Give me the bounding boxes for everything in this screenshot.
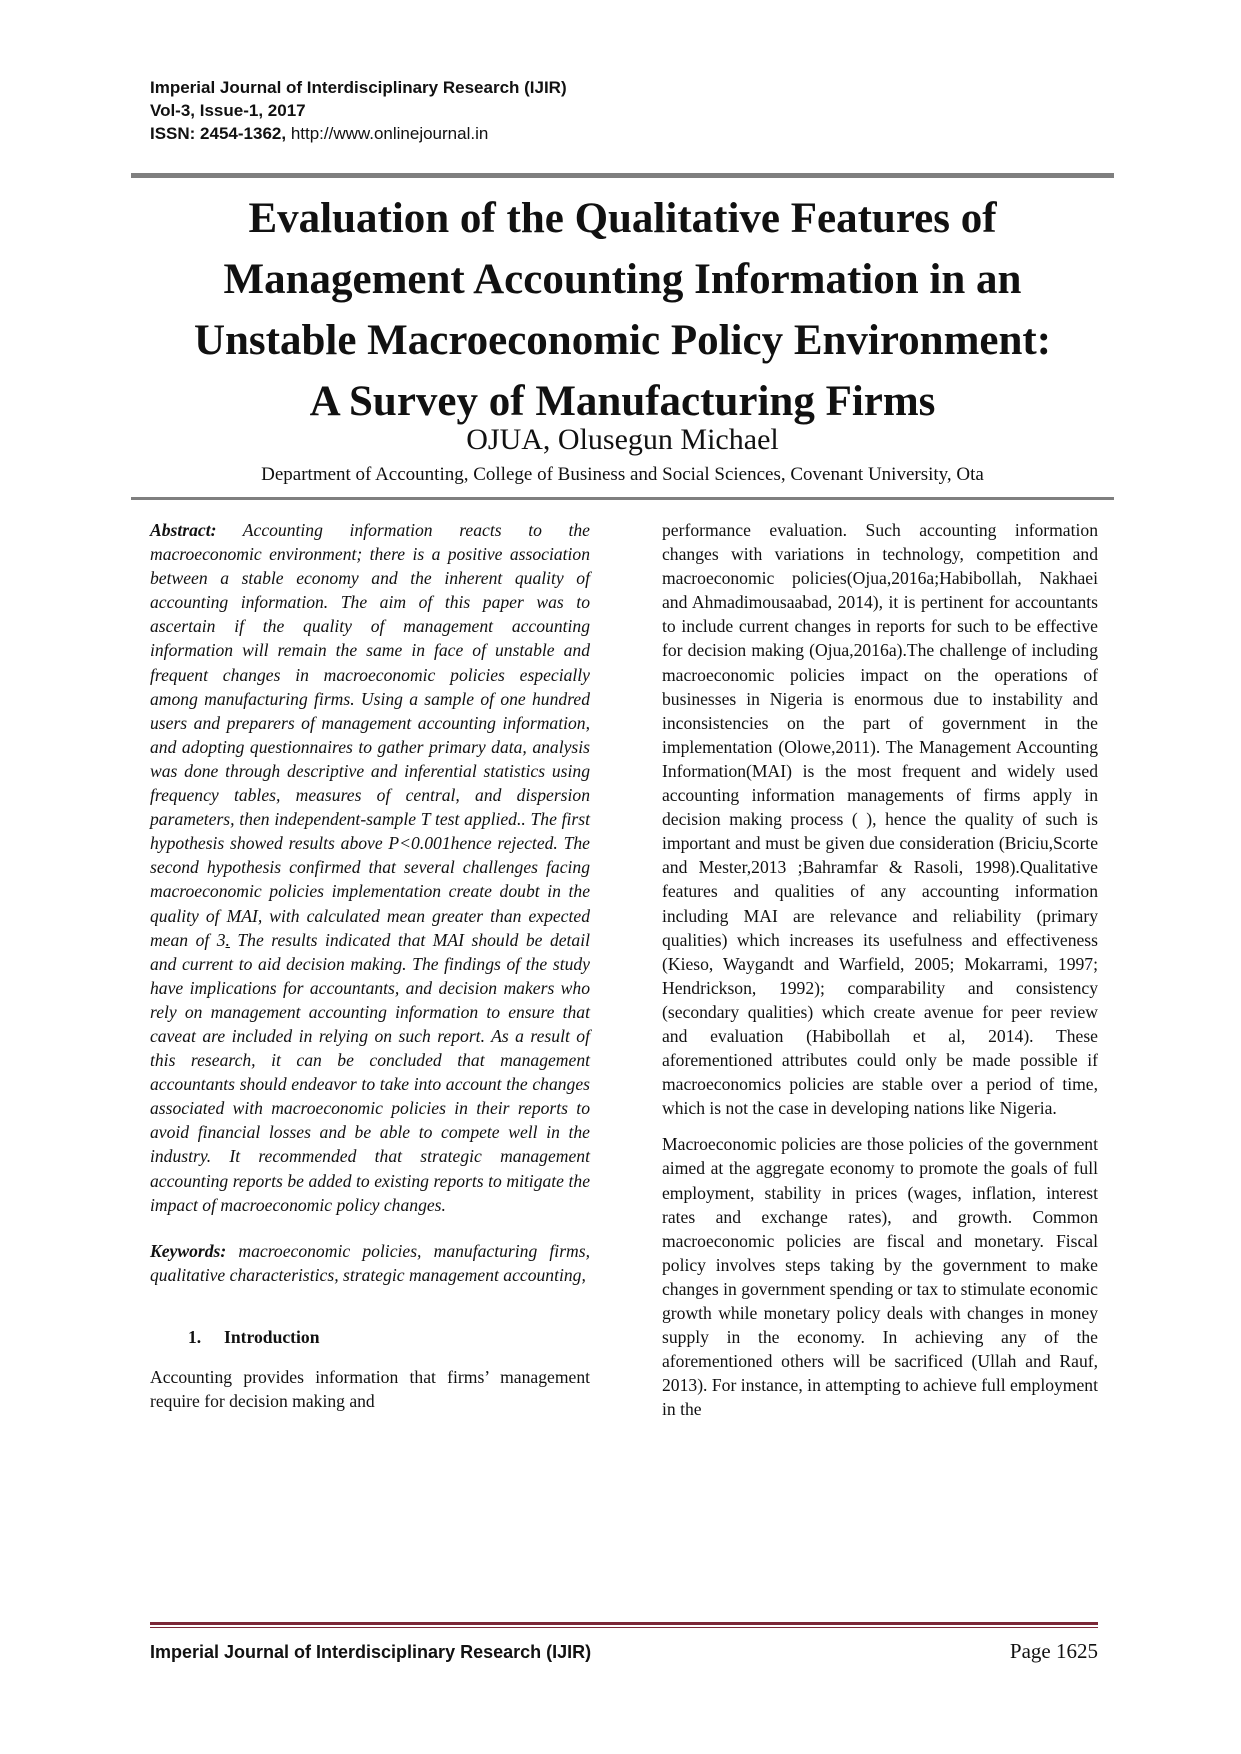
intro-paragraph: Accounting provides information that firms’ management require for decision making and	[150, 1367, 590, 1412]
keywords-label: Keywords:	[150, 1240, 227, 1261]
author-name: OJUA, Olusegun Michael	[466, 423, 779, 456]
title-line: Management Accounting Information in an	[223, 256, 1022, 303]
right-column	[662, 518, 1098, 1421]
journal-header	[150, 76, 567, 145]
body-paragraph-1: performance evaluation. Such accounting information changes with variations in technology, competition and macroeconomic policies(Ojua,2016a;Habibollah, Nakhaei and Ahmadimousaabad, 2014), it is pertinent for accountants to include current changes in reports for such to be effective for decision making (Ojua,2016a).The challenge of including macroeconomic policies impact on the operations of businesses in Nigeria is enormous due to instability and inconsistencies on the part of government in the implementation (Olowe,2011). The Management Accounting Information(MAI) is the most frequent and widely used accounting information managements of firms apply in decision making process ( ), hence the quality of such is important and must be given due consideration (Briciu,Scorte and Mester,2013 ;Bahramfar & Rasoli, 1998).Qualitative features and qualities of any accounting information including MAI are relevance and reliability (primary qualities) which increases its usefulness and effectiveness (Kieso, Waygandt and Warfield, 2005; Mokarrami, 1997; Hendrickson, 1992); comparability and consistency (secondary qualities) which create avenue for peer review and evaluation (Habibollah et al, 2014). These aforementioned attributes could only be made possible if macroeconomics policies are stable over a period of time, which is not the case in developing nations like Nigeria.	[662, 520, 1098, 1119]
footer-divider-thin	[150, 1627, 1098, 1628]
footer-divider-thick	[150, 1622, 1098, 1625]
abstract	[150, 518, 590, 1217]
title-line: Evaluation of the Qualitative Features of	[248, 195, 997, 242]
title-line: A Survey of Manufacturing Firms	[309, 378, 936, 425]
section-heading-introduction	[150, 1325, 590, 1349]
title-line: Unstable Macroeconomic Policy Environment:	[193, 317, 1052, 364]
journal-url[interactable]: http://www.onlinejournal.in	[286, 124, 489, 143]
abstract-text-b: The results indicated that MAI should be detail and current to aid decision making. The findings of the study have implications for accountants, and decision makers who rely on management accounting information to ensure that caveat are included in relying on such report. As a result of this research, it can be concluded that management accountants should endeavor to take into account the changes associated with macroeconomic policies in their reports to avoid financial losses and be able to compete well in the industry. It recommended that strategic management accounting reports be added to existing reports to mitigate the impact of macroeconomic policy changes.	[150, 929, 591, 1215]
page-number: Page 1625	[1009, 1639, 1098, 1663]
keywords	[150, 1239, 590, 1287]
left-column	[150, 518, 590, 1413]
journal-issn: ISSN: 2454-1362,	[150, 124, 287, 143]
abstract-text-a: Accounting information reacts to the macroeconomic environment; there is a positive association between a stable economy and the inherent quality of accounting information. The aim of this paper was to ascertain if the quality of management accounting information will remain the same in face of unstable and frequent changes in macroeconomic policies especially among manufacturing firms. Using a sample of one hundred users and preparers of management accounting information, and adopting questionnaires to gather primary data, analysis was done through descriptive and inferential statistics using frequency tables, measures of central, and dispersion parameters, then independent-sample T test applied.. The first hypothesis showed results above P<0.001hence rejected. The second hypothesis confirmed that several challenges facing macroeconomic policies implementation create doubt in the quality of MAI, with calculated mean greater than expected mean of 3	[150, 520, 590, 950]
footer-journal: Imperial Journal of Interdisciplinary Research (IJIR)	[150, 1642, 592, 1662]
abstract-underlined-dot: .	[225, 929, 230, 950]
header-divider	[131, 173, 1114, 178]
paper-title	[131, 188, 1114, 432]
section-number: 1.	[188, 1326, 202, 1347]
abstract-label: Abstract:	[150, 520, 217, 540]
author-affiliation: Department of Accounting, College of Business and Social Sciences, Covenant University, Ota	[261, 464, 984, 485]
journal-volume: Vol-3, Issue-1, 2017	[150, 101, 306, 120]
body-paragraph-2: Macroeconomic policies are those policies of the government aimed at the aggregate economy to promote the goals of full employment, stability in prices (wages, inflation, interest rates and exchange rates), and growth. Common macroeconomic policies are fiscal and monetary. Fiscal policy involves steps taking by the government to make changes in government spending or tax to stimulate economic growth while monetary policy deals with changes in money supply in the economy. In achieving any of the aforementioned others will be sacrificed (Ullah and Rauf, 2013). For instance, in attempting to achieve full employment in the	[662, 1134, 1098, 1420]
title-divider	[131, 497, 1114, 500]
section-title: Introduction	[224, 1326, 320, 1347]
keywords-text: macroeconomic policies, manufacturing firms, qualitative characteristics, strategic management accounting,	[150, 1240, 590, 1285]
journal-name: Imperial Journal of Interdisciplinary Research (IJIR)	[150, 78, 567, 97]
